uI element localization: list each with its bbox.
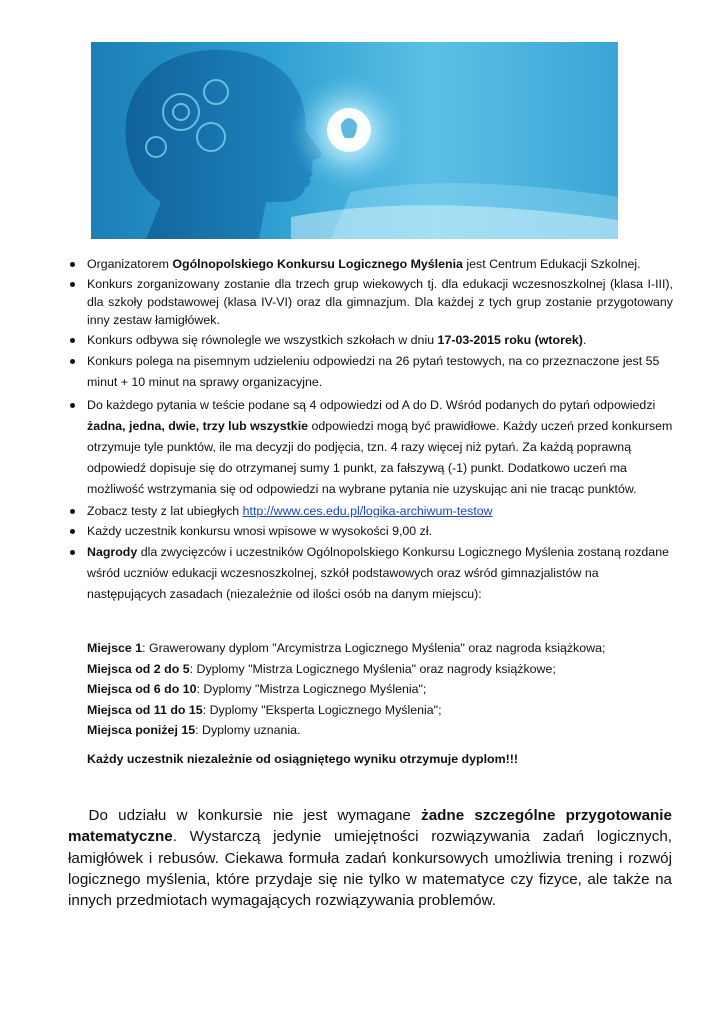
prize-row: Miejsca od 6 do 10: Dyplomy "Mistrza Logicznego Myślenia"; xyxy=(87,682,427,696)
list-item: Do każdego pytania w teście podane są 4 odpowiedzi od A do D. Wśród podanych do pytań odpowiedzi żadna, jedna, dwie, trzy lub wszystkie odpowiedzi mogą być prawidłowe. Każdy uczeń przed konkursem otrzymuje tyle punktów, ile ma decyzji do podjęcia, tzn. 4 razy więcej niż pytań. Za każdą poprawną odpowiedź dopisuje się do otrzymanej sumy 1 punkt, za fałszywą (-1) punkt. Dodatkowo uczeń ma możliwość wstrzymania się od odpowiedzi na wybrane pytania nie uzyskując ani nie tracąc punktów. xyxy=(68,395,673,500)
list-item: Nagrody dla zwycięzców i uczestników Ogólnopolskiego Konkursu Logicznego Myślenia zostaną rozdane wśród uczniów edukacji wczesnoszkolnej, szkół podstawowych oraz wśród gimnazjalistów na następujących zasadach (niezależnie od ilości osób na danym miejscu): xyxy=(68,542,673,605)
info-bullet-list xyxy=(68,255,673,607)
prize-row: Miejsca poniżej 15: Dyplomy uznania. xyxy=(87,723,301,737)
list-item: Konkurs odbywa się równolegle we wszystkich szkołach w dniu 17-03-2015 roku (wtorek). xyxy=(68,331,673,349)
prize-list xyxy=(87,638,687,741)
list-item: Zobacz testy z lat ubiegłych http://www.ces.edu.pl/logika-archiwum-testow xyxy=(68,502,673,520)
head-silhouette-illustration xyxy=(91,42,618,239)
list-item: Każdy uczestnik konkursu wnosi wpisowe w wysokości 9,00 zł. xyxy=(68,522,673,540)
summary-paragraph: Do udziału w konkursie nie jest wymagane żadne szczególne przygotowanie matematyczne. Wystarczą jedynie umiejętności rozwiązywania zadań logicznych, łamigłówek i rebusów. Ciekawa formuła zadań konkursowych umożliwia trening i rozwój logicznego myślenia, które przydaje się nie tylko w matematyce czy fizyce, ale także na innych przedmiotach wymagających rozwiązywania problemów. xyxy=(68,807,672,910)
prize-row: Miejsca od 11 do 15: Dyplomy "Eksperta Logicznego Myślenia"; xyxy=(87,702,442,717)
prize-row: Miejsce 1: Grawerowany dyplom "Arcymistrza Logicznego Myślenia" oraz nagroda książkowa; xyxy=(87,641,606,655)
list-item: Konkurs zorganizowany zostanie dla trzech grup wiekowych tj. dla edukacji wczesnoszkolnej (klasa I-III), dla szkoły podstawowej (klasa IV-VI) oraz dla gimnazjum. Dla każdej z tych grup zostanie przygotowany inny zestaw łamigłówek. xyxy=(68,275,673,329)
archive-tests-link[interactable]: http://www.ces.edu.pl/logika-archiwum-testow xyxy=(242,504,493,518)
banner-image xyxy=(91,42,618,239)
list-item: Organizatorem Ogólnopolskiego Konkursu Logicznego Myślenia jest Centrum Edukacji Szkolnej. xyxy=(68,255,673,273)
prize-row: Miejsca od 2 do 5: Dyplomy "Mistrza Logicznego Myślenia" oraz nagrody książkowe; xyxy=(87,661,556,676)
list-item: Konkurs polega na pisemnym udzieleniu odpowiedzi na 26 pytań testowych, na co przeznaczone jest 55 minut + 10 minut na sprawy organizacyjne. xyxy=(68,351,673,393)
diploma-note: Każdy uczestnik niezależnie od osiągniętego wyniku otrzymuje dyplom!!! xyxy=(87,752,518,766)
